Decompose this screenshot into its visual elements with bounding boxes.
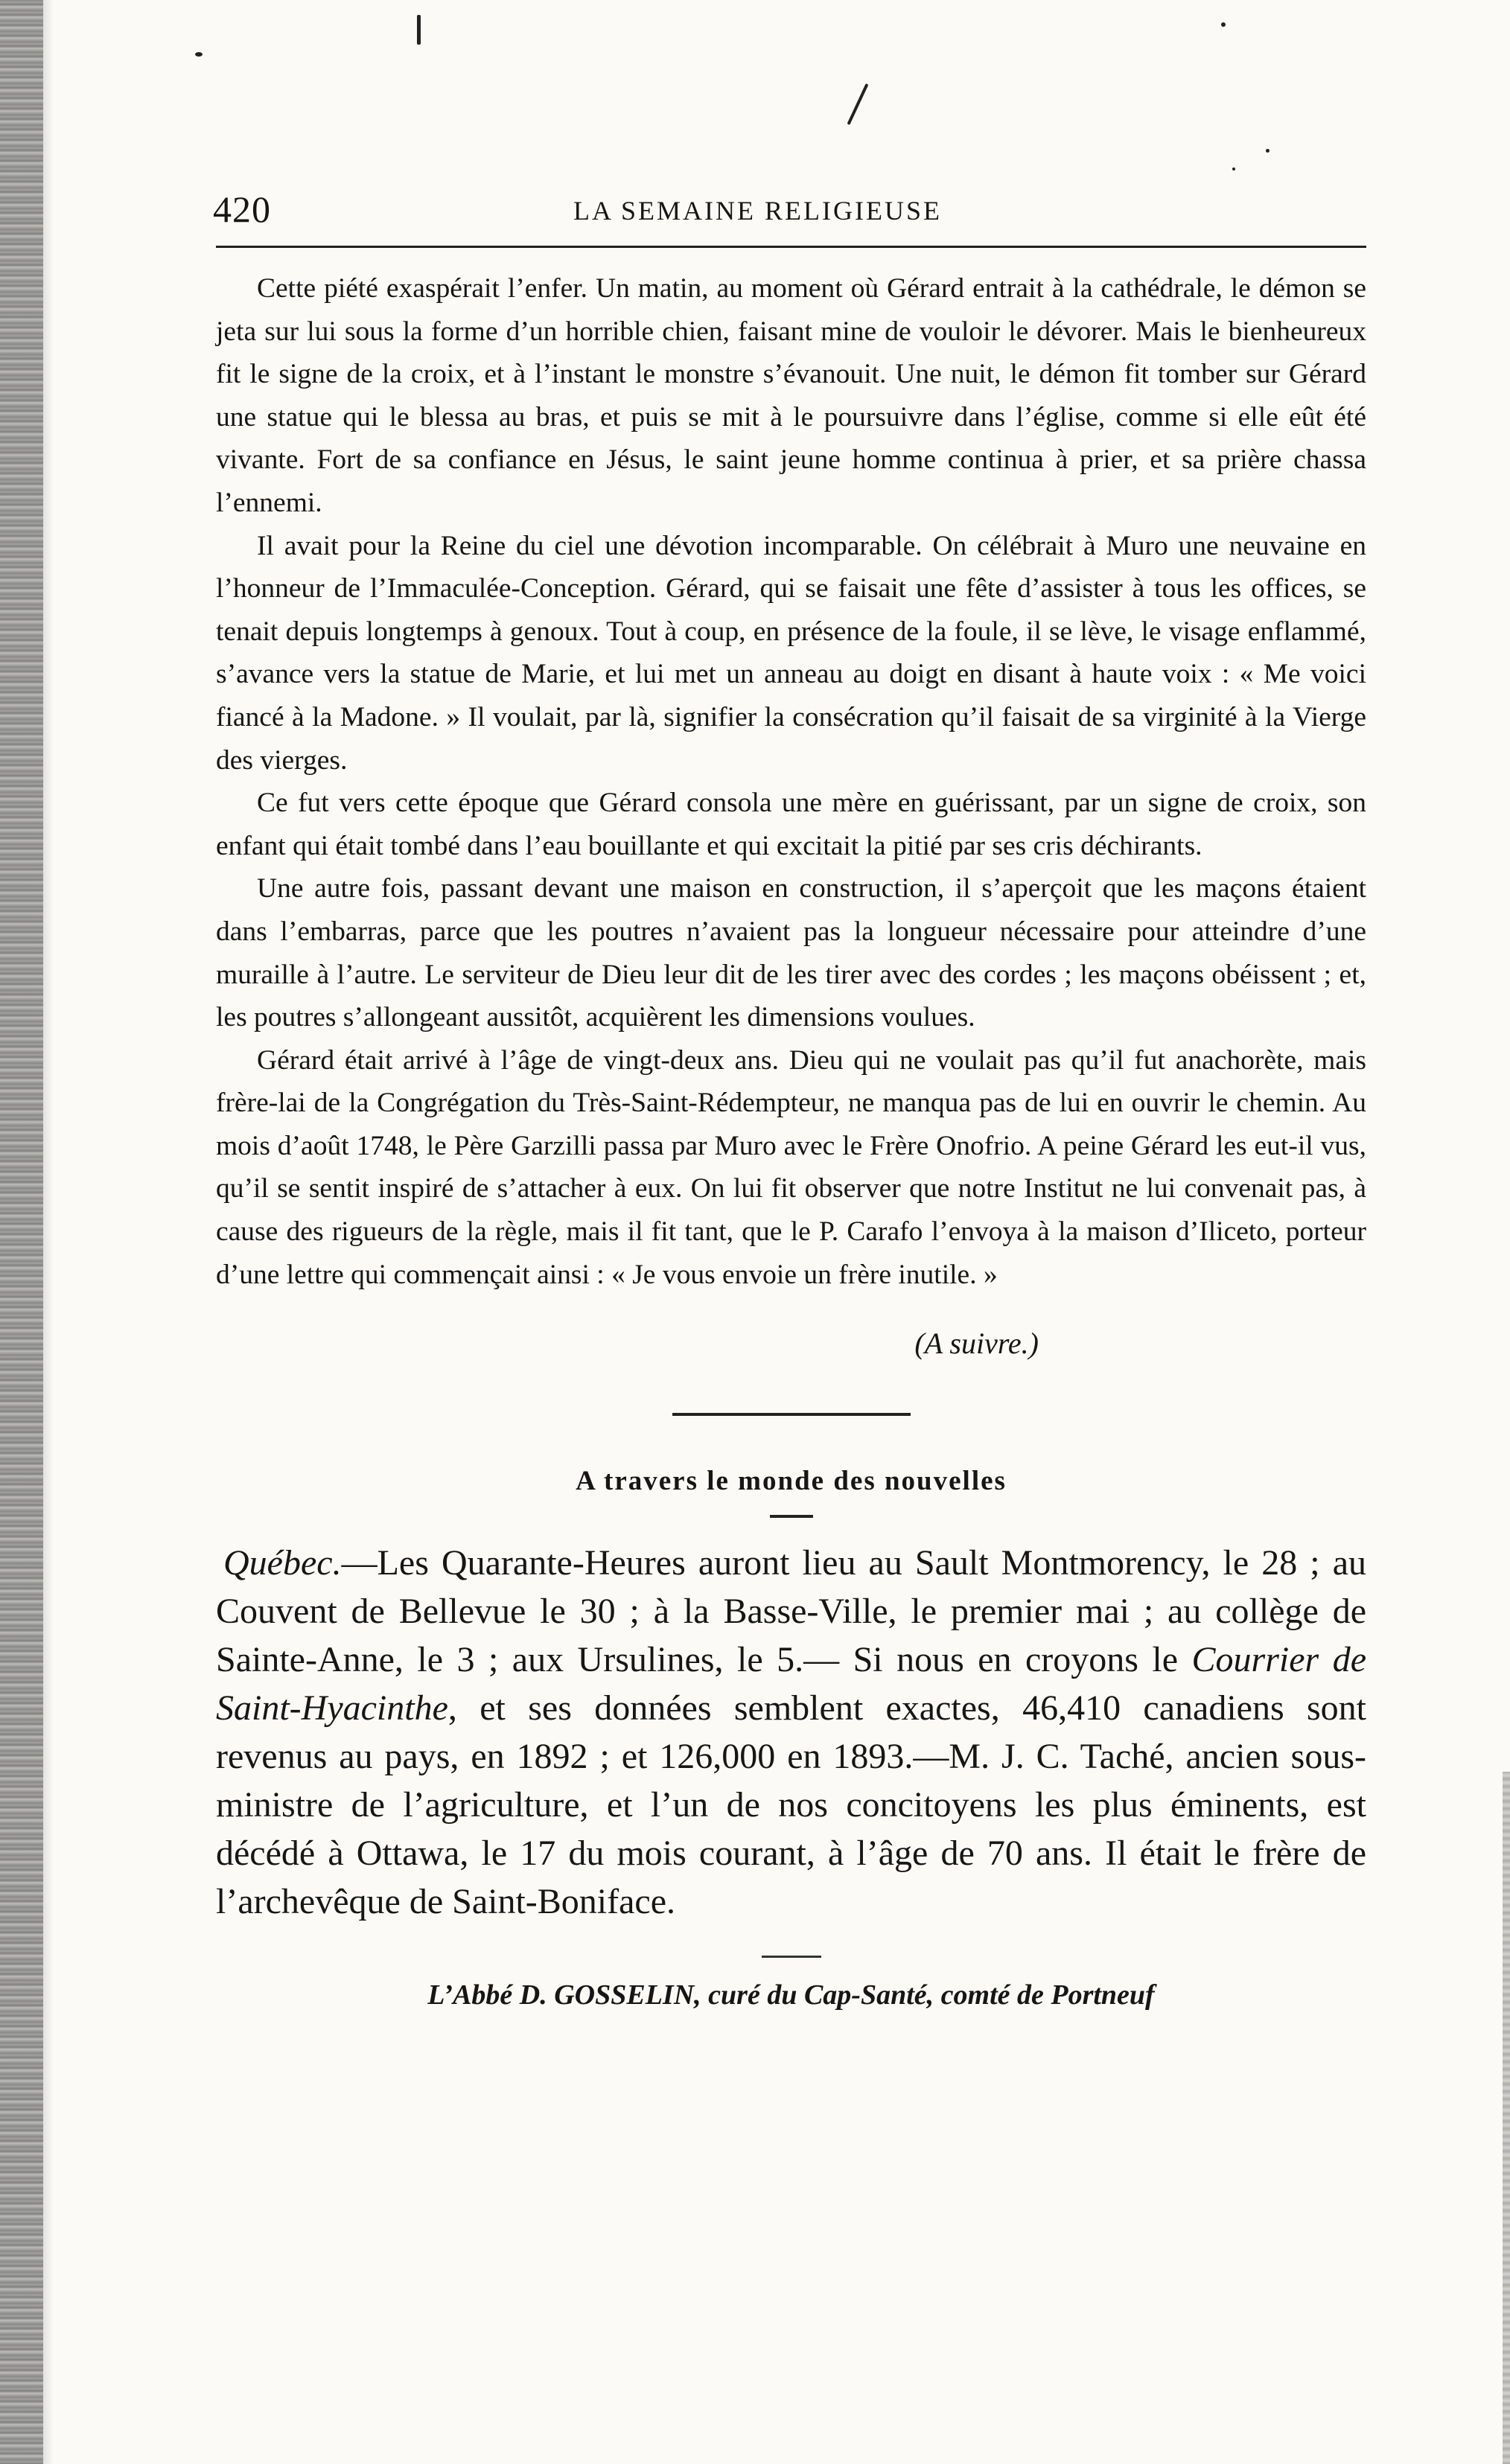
scan-binding-edge: [0, 0, 43, 2464]
news-heading: A travers le monde des nouvelles: [576, 1466, 1007, 1497]
scan-speck: [417, 15, 421, 45]
continue-note: (A suivre.): [914, 1327, 1039, 1361]
news-place: Québec.: [223, 1543, 342, 1583]
scan-right-edge: [1503, 1772, 1510, 2464]
scan-speck: [195, 52, 203, 57]
footer-rule: [762, 1956, 821, 1958]
scan-speck: [1266, 149, 1270, 153]
paragraph: Il avait pour la Reine du ciel une dévotion incomparable. On célébrait à Muro une neuvaine en l’honneur de l’Immaculée-Conception. Gérard, qui se faisait une fête d’assister à tous les offices, se tenait depuis longtemps à genoux. Tout à coup, en présence de la foule, il se lève, le visage enflammé, s’avance vers la statue de Marie, et lui met un anneau au doigt en disant à haute voix : « Me voici fiancé à la Madone. » Il voulait, par là, signifier la consécration qu’il faisait de sa virginité à la Vierge des vierges.: [216, 530, 1366, 776]
paragraph: Gérard était arrivé à l’âge de vingt-deux ans. Dieu qui ne voulait pas qu’il fut anachorète, mais frère-lai de la Congrégation du Très-Saint-Rédempteur, ne manqua pas de lui en ouvrir le chemin. Au mois d’août 1748, le Père Garzilli passa par Muro avec le Frère Onofrio. A peine Gérard les eut-il vus, qu’il se sentit inspiré de s’attacher à eux. On lui fit observer que notre Institut ne lui convenait pas, à cause des rigueurs de la règle, mais il fit tant, que le P. Carafo l’envoya à la maison d’Iliceto, porteur d’une lettre qui commençait ainsi : « Je vous envoie un frère inutile. »: [216, 1044, 1366, 1290]
news-text-part: , et ses données semblent exactes, 46,410 canadiens sont revenus au pays, en 1892 ; et 126,000 en 1893.—M. J. C. Taché, ancien sous-ministre de l’agriculture, et l’un de nos concitoyens les plus éminents, est décédé à Ottawa, le 17 du mois courant, à l’âge de 70 ans. Il était le frère de l’archevêque de Saint-Boniface.: [216, 1688, 1366, 1922]
page-number: 420: [213, 188, 271, 230]
news-text-part: —Les Quarante-Heures auront lieu au Sault Montmorency, le 28 ; au Couvent de Bellevue le 30 ; à la Basse-Ville, le premier mai ; au collège de Sainte-Anne, le 3 ; aux Ursulines, le 5.— Si nous en croyons le: [216, 1543, 1366, 1680]
scan-speck: [1232, 167, 1235, 170]
news-journal-title: Courrier de Saint-Hyacinthe: [216, 1640, 1366, 1729]
news-paragraph: [216, 1539, 1366, 1926]
running-head: [213, 179, 1366, 248]
scan-speck: [1221, 22, 1226, 27]
heading-rule: [770, 1515, 813, 1518]
paragraph: Ce fut vers cette époque que Gérard consola une mère en guérissant, par un signe de croix, son enfant qui était tombé dans l’eau bouillante et qui excitait la pitié par ses cris déchirants.: [216, 788, 1366, 861]
paragraph: Cette piété exaspérait l’enfer. Un matin, au moment où Gérard entrait à la cathédrale, le démon se jeta sur lui sous la forme d’un horrible chien, faisant mine de vouloir le dévorer. Mais le bienheureux fit le signe de la croix, et à l’instant le monstre s’évanouit. Une nuit, le démon fit tomber sur Gérard une statue qui le blessa au bras, et puis se mit à le poursuivre dans l’église, comme si elle eût été vivante. Fort de sa confiance en Jésus, le saint jeune homme continua à prier, et sa prière chassa l’ennemi.: [216, 273, 1366, 518]
running-title: LA SEMAINE RELIGIEUSE: [573, 196, 942, 226]
section-divider: [672, 1413, 911, 1416]
page: [213, 179, 1366, 2011]
editor-signature: L’Abbé D. GOSSELIN, curé du Cap-Santé, comté de Portneuf: [427, 1979, 1155, 2011]
article-body: [216, 267, 1366, 1296]
scan-speck: [847, 83, 869, 125]
paragraph: Une autre fois, passant devant une maison en construction, il s’aperçoit que les maçons étaient dans l’embarras, parce que les poutres n’avaient pas la longueur nécessaire pour atteindre d’une muraille à l’autre. Le serviteur de Dieu leur dit de les tirer avec des cordes ; les maçons obéissent ; et, les poutres s’allongeant aussitôt, acquièrent les dimensions voulues.: [216, 873, 1366, 1033]
